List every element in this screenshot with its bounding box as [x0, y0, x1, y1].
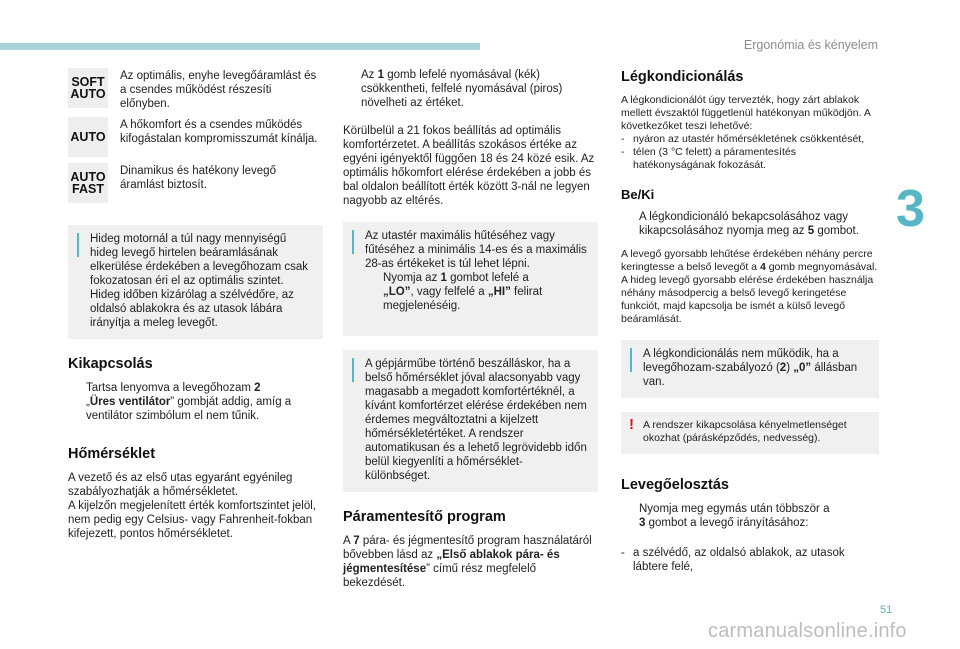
warning-text: A rendszer kikapcsolása kényelmetlenséget okozhat (párásképződés, nedvesség). [643, 419, 847, 444]
list-text: nyáron az utastér hőmérsékletének csökkentését, [633, 133, 865, 145]
list-text: a szélvédő, az oldalsó ablakok, az utasok lábtere felé, [633, 547, 845, 573]
mode-auto [68, 117, 323, 157]
mode-auto-fast [68, 163, 323, 203]
note-text: A gépjárműbe történő beszálláskor, ha a belső hőmérséklet jóval alacsonyabb vagy magasabb a megadott komfortértéknél, a kívánt komfortérzet elérése érdekében nem érdemes megváltoztatni a kijelzett hőmérsékletértéket. A rendszer automatikusan és a lehető legrövidebb időn belül kiegyenlíti a hőmérséklet-különbséget. [365, 358, 587, 482]
heading-kikapcsolas: Kikapcsolás [68, 356, 153, 372]
column-right [621, 68, 879, 574]
mode-description: Dinamikus és hatékony levegő áramlást biztosít. [120, 165, 276, 191]
warning-icon: ! [629, 416, 634, 433]
auto-fast-icon: AUTO FAST [68, 163, 108, 203]
info-icon [77, 233, 79, 257]
mode-soft-auto [68, 68, 323, 111]
instruction-item [621, 502, 879, 530]
header-accent-bar [0, 43, 480, 50]
arrow-icon [343, 68, 361, 110]
mode-description: A hőkomfort és a csendes működés kifogástalan kompromisszumát kínálja. [120, 119, 318, 145]
info-icon [352, 230, 354, 254]
chapter-number: 3 [896, 180, 925, 238]
instruction-text: Nyomja az 1 gombot lefelé a „LO”, vagy felfelé a „HI” felirat megjelenéséig. [383, 272, 543, 312]
info-icon [352, 358, 354, 382]
heading-levegoelosztas: Levegőelosztás [621, 477, 729, 493]
instruction-item [365, 271, 588, 313]
note-text: Az utastér maximális hűtéséhez vagy fűtéséhez a minimális 14-es és a maximális 28-as értékeket is túl lehet lépni. [365, 230, 587, 270]
heading-paramentesito: Páramentesítő program [343, 509, 506, 525]
info-icon [630, 348, 632, 372]
column-middle [343, 68, 598, 590]
arrow-icon [621, 210, 639, 238]
arrow-icon [621, 502, 639, 530]
instruction-text: Nyomja meg egymás után többször a 3 gombot a levegő irányításához: [639, 503, 830, 529]
paragraph: A 7 pára- és jégmentesítő program használatáról bővebben lásd az „Első ablakok pára- és jégmentesítése” című rész megfelelő bekezdését. [343, 535, 592, 589]
info-note-ac [621, 340, 879, 398]
list-item [621, 146, 879, 172]
soft-auto-icon: SOFT AUTO [68, 68, 108, 108]
paragraph: A vezető és az első utas egyaránt egyénileg szabályozhatják a hőmérsékletet. [68, 472, 293, 498]
section-header-title: Ergonómia és kényelem [743, 38, 878, 52]
heading-be-ki: Be/Ki [621, 187, 655, 202]
instruction-text: A légkondicionáló bekapcsolásához vagy kikapcsolásához nyomja meg az 5 gombot. [639, 211, 859, 237]
list-item [621, 133, 879, 146]
note-text: Hideg motornál a túl nagy mennyiségű hideg levegő hirtelen beáramlásának elkerülése érdekében a levegőhozam csak fokozatosan éri el az optimális szintet. [90, 233, 308, 287]
paragraph: A kijelzőn megjelenített érték komfortszintet jelöl, nem pedig egy Celsius- vagy Fahrenheit-fokban kifejezett, pontos hőmérsékletet. [68, 500, 317, 540]
info-note-max-cooling [343, 222, 598, 336]
list-item [621, 546, 879, 574]
instruction-text: Tartsa lenyomva a levegőhozam 2 „Üres ventilátor” gombját addig, amíg a ventilátor szimbólum el nem tűnik. [86, 382, 292, 422]
dash-bullet: - [621, 133, 625, 145]
auto-icon: AUTO [68, 117, 108, 157]
watermark: carmanualsonline.info [708, 620, 907, 642]
heading-legkondicionalas: Légkondicionálás [621, 69, 744, 85]
warning-note [621, 412, 879, 454]
list-text: télen (3 °C felett) a páramentesítés hatékonyságának fokozását. [633, 146, 796, 171]
column-left [68, 68, 323, 541]
mode-description: Az optimális, enyhe levegőáramlást és a csendes működést részesíti előnyben. [120, 70, 317, 110]
instruction-item [343, 68, 598, 110]
info-note-comfort [343, 350, 598, 492]
info-note-cold-engine [68, 225, 323, 339]
note-text: A légkondicionálás nem működik, ha a levegőhozam-szabályozó (2) „0” állásban van. [643, 348, 858, 388]
page-number: 51 [880, 604, 893, 616]
note-text: Hideg időben kizárólag a szélvédőre, az oldalsó ablakokra és az utasok lábára irányítja a meleg levegőt. [90, 289, 294, 329]
dash-bullet: - [621, 146, 625, 158]
dash-bullet: - [621, 547, 625, 559]
heading-homerseklet: Hőmérséklet [68, 446, 156, 462]
arrow-icon [68, 381, 86, 423]
paragraph: Körülbelül a 21 fokos beállítás ad optimális komfortérzetet. A beállítás szokásos értéke az egyéni igényektől függően 18 és 24 közé esik. Az optimális hőkomfort elérése érdekében a jobb és bal oldalon beállított érték között 3-nál ne legyen nagyobb az eltérés. [343, 125, 595, 207]
paragraph: A levegő gyorsabb lehűtése érdekében néhány percre keringtesse a belső levegőt a 4 gomb megnyomásával. A hideg levegő gyorsabb elérése érdekében használja néhány másodpercig a belső levegő keringetése funkciót, majd kapcsolja be ismét a külső levegő beáramlását. [621, 248, 878, 325]
instruction-item [621, 210, 879, 238]
arrow-icon [365, 271, 383, 313]
paragraph: A légkondicionálót úgy tervezték, hogy zárt ablakok mellett évszaktól függetlenül hatékonyan működjön. A következőket teszi lehetővé: [621, 94, 871, 132]
instruction-text: Az 1 gomb lefelé nyomásával (kék) csökkentheti, felfelé nyomásával (piros) növelheti az értéket. [361, 69, 563, 109]
instruction-item [68, 381, 323, 423]
